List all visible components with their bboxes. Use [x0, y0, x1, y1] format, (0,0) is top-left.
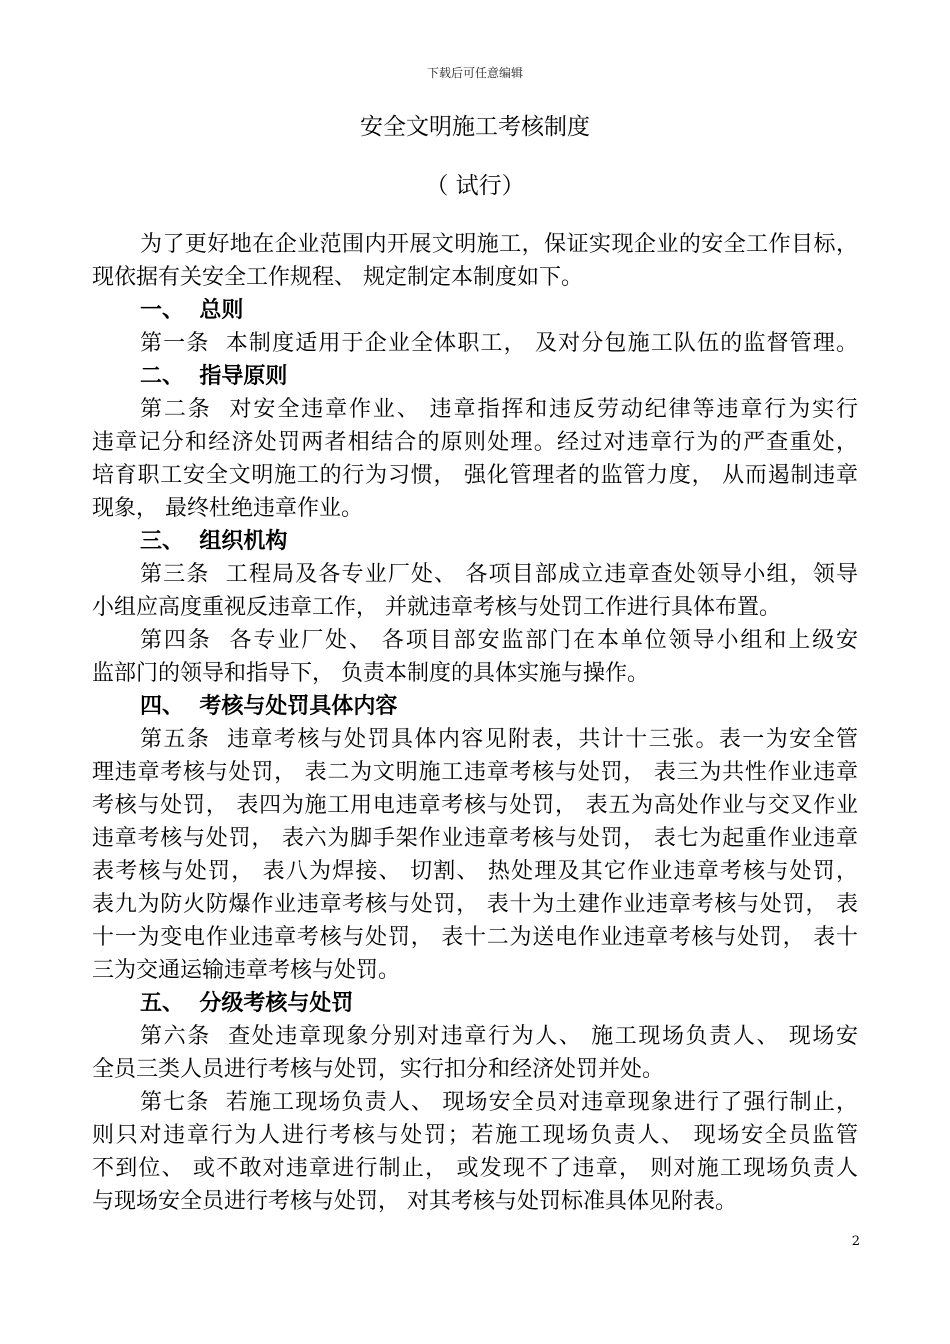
document-body	[92, 228, 858, 1218]
article-line: 第四条 各专业厂处、 各项目部安监部门在本单位领导小组和上级安	[140, 628, 858, 653]
intro-line: 为了更好地在企业范围内开展文明施工，保证实现企业的安全工作目标，	[140, 232, 858, 257]
article-line: 违章记分和经济处罚两者相结合的原则处理。经过对违章行为的严查重处，	[92, 430, 858, 455]
section-heading: 三、 组织机构	[140, 529, 288, 554]
header-note: 下载后可任意编辑	[426, 66, 523, 80]
article-line: 第三条 工程局及各专业厂处、 各项目部成立违章查处领导小组，领导	[140, 562, 858, 587]
document-title: 安全文明施工考核制度	[360, 114, 590, 140]
article-line: 表考核与处罚， 表八为焊接、 切割、 热处理及其它作业违章考核与处罚，	[92, 859, 858, 884]
article-line: 违章考核与处罚， 表六为脚手架作业违章考核与处罚， 表七为起重作业违章	[92, 826, 858, 851]
intro-line: 现依据有关安全工作规程、 规定制定本制度如下。	[92, 265, 583, 290]
section-heading: 四、 考核与处罚具体内容	[140, 694, 398, 719]
article-line: 则只对违章行为人进行考核与处罚；若施工现场负责人、 现场安全员监管	[92, 1123, 858, 1148]
page-number: 2	[851, 1234, 860, 1249]
article-line: 培育职工安全文明施工的行为习惯， 强化管理者的监管力度， 从而遏制违章	[92, 463, 858, 488]
article-line: 表九为防火防爆作业违章考核与处罚， 表十为土建作业违章考核与处罚， 表	[92, 892, 858, 917]
section-heading: 一、 总则	[140, 298, 244, 323]
section-heading: 五、 分级考核与处罚	[140, 991, 354, 1016]
article-line: 十一为变电作业违章考核与处罚， 表十二为送电作业违章考核与处罚， 表十	[92, 925, 858, 950]
section-heading: 二、 指导原则	[140, 364, 288, 389]
article-line: 现象， 最终杜绝违章作业。	[92, 496, 363, 521]
article-line: 与现场安全员进行考核与处罚， 对其考核与处罚标准具体见附表。	[92, 1189, 737, 1214]
document-subtitle: （ 试行）	[425, 173, 525, 199]
article-line: 第一条 本制度适用于企业全体职工， 及对分包施工队伍的监督管理。	[140, 331, 858, 356]
article-line: 小组应高度重视反违章工作， 并就违章考核与处罚工作进行具体布置。	[92, 595, 781, 620]
article-line: 理违章考核与处罚， 表二为文明施工违章考核与处罚， 表三为共性作业违章	[92, 760, 858, 785]
article-line: 全员三类人员进行考核与处罚，实行扣分和经济处罚并处。	[92, 1057, 665, 1082]
article-line: 第六条 查处违章现象分别对违章行为人、 施工现场负责人、 现场安	[140, 1024, 858, 1049]
article-line: 三为交通运输违章考核与处罚。	[92, 958, 401, 983]
article-line: 不到位、 或不敢对违章进行制止， 或发现不了违章， 则对施工现场负责人	[92, 1156, 858, 1181]
article-line: 监部门的领导和指导下， 负责本制度的具体实施与操作。	[92, 661, 649, 686]
article-line: 第五条 违章考核与处罚具体内容见附表，共计十三张。表一为安全管	[140, 727, 858, 752]
article-line: 第二条 对安全违章作业、 违章指挥和违反劳动纪律等违章行为实行	[140, 397, 858, 422]
article-line: 考核与处罚， 表四为施工用电违章考核与处罚， 表五为高处作业与交叉作业	[92, 793, 858, 818]
article-line: 第七条 若施工现场负责人、 现场安全员对违章现象进行了强行制止，	[140, 1090, 858, 1115]
